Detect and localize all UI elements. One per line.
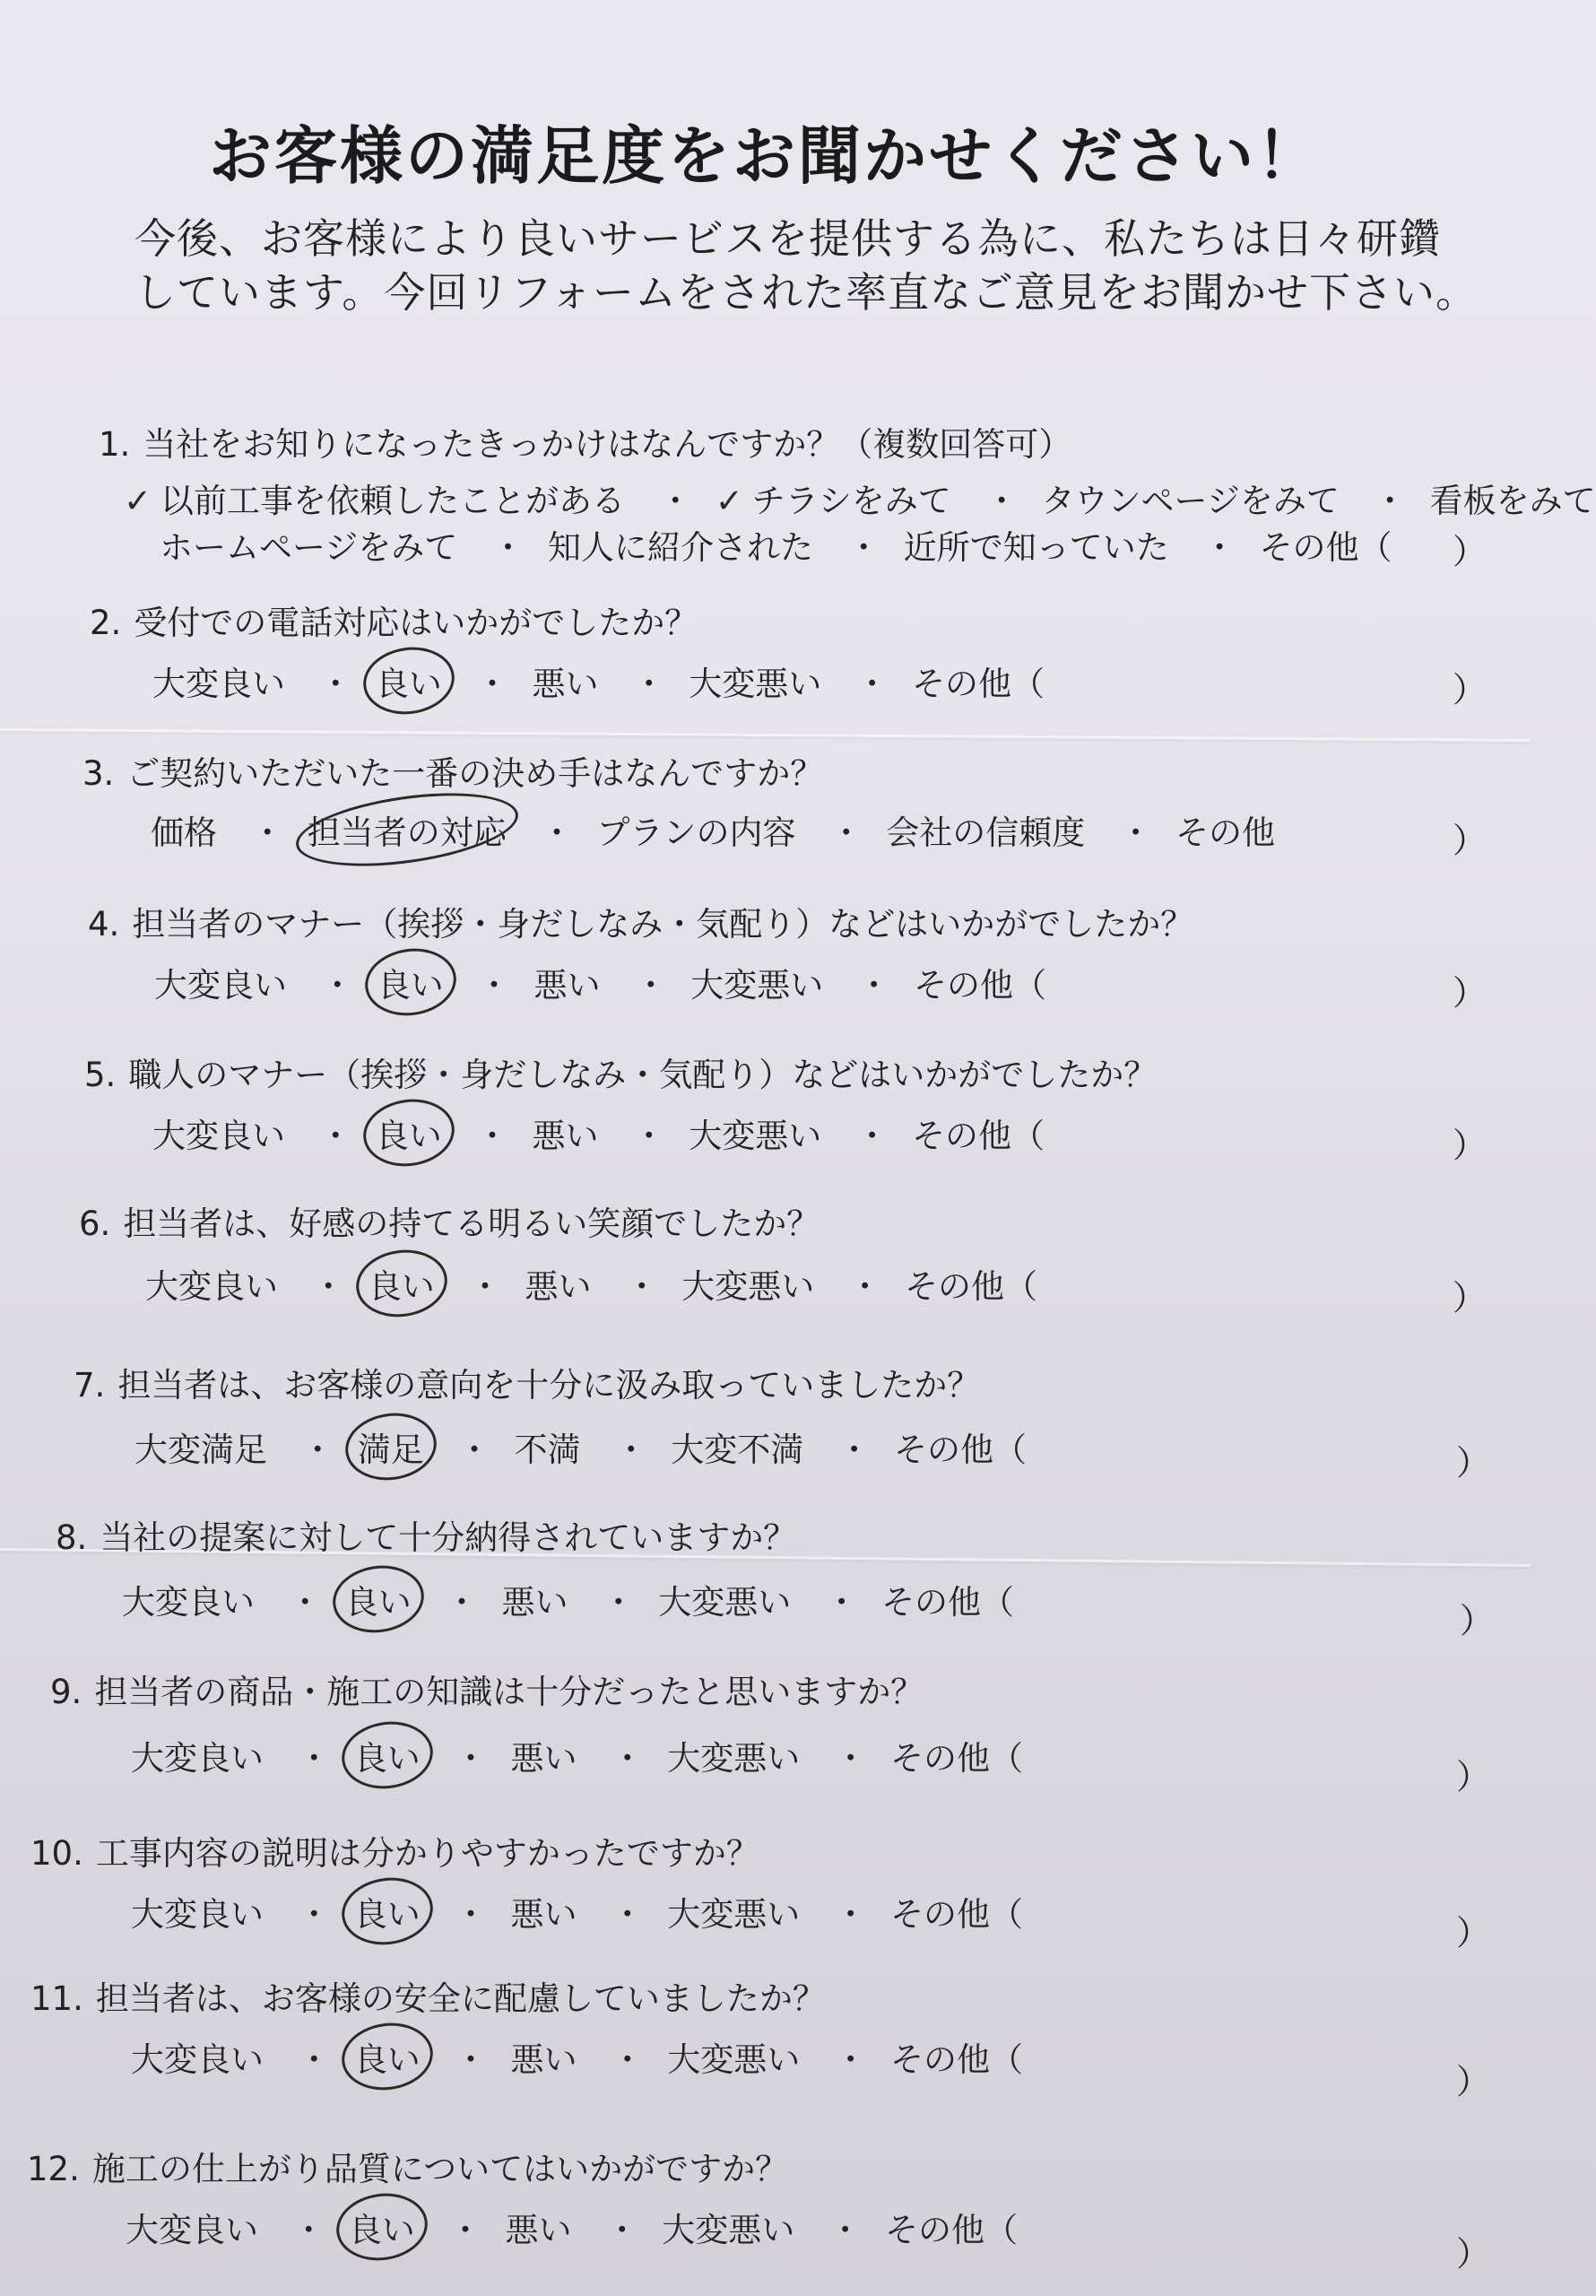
separator: ・ — [834, 1895, 868, 1934]
close-paren: ） — [1456, 1757, 1491, 1796]
close-paren: ） — [1456, 1913, 1491, 1952]
question-number: 9. — [50, 1673, 82, 1711]
option[interactable]: 悪い — [525, 1267, 592, 1306]
answer-row — [152, 1109, 1045, 1157]
option[interactable]: 悪い — [532, 665, 599, 703]
separator: ・ — [468, 1267, 502, 1306]
option-selected[interactable]: 良い — [349, 2203, 415, 2251]
option[interactable]: 大変悪い — [658, 1583, 792, 1622]
question-number: 5. — [84, 1056, 117, 1094]
separator: ・ — [611, 1739, 645, 1778]
option[interactable]: 大変不満 — [671, 1431, 804, 1469]
separator: ・ — [825, 1583, 859, 1622]
close-paren: ） — [1453, 1126, 1488, 1165]
separator: ・ — [454, 2040, 488, 2079]
answer-row — [152, 657, 1045, 705]
option[interactable]: 悪い — [505, 2211, 572, 2249]
question-8 — [56, 1510, 796, 1559]
separator: ・ — [829, 813, 863, 852]
intro-line: しています。今回リフォームをされた率直なご意見をお聞かせ下さい。 — [134, 268, 1479, 317]
separator: ・ — [834, 2040, 868, 2079]
separator: ・ — [297, 1895, 331, 1934]
question-text: 担当者の商品・施工の知識は十分だったと思いますか？ — [94, 1673, 924, 1711]
option[interactable]: 不満 — [514, 1431, 581, 1469]
option[interactable]: 大変良い — [126, 2211, 258, 2249]
option[interactable]: その他（ — [1259, 528, 1392, 567]
separator: ・ — [457, 1431, 491, 1469]
option[interactable]: 大変良い — [154, 966, 287, 1004]
answer-row — [131, 1731, 1023, 1779]
option[interactable]: 大変悪い — [667, 1895, 801, 1934]
option[interactable]: その他（ — [890, 1895, 1024, 1934]
option-selected[interactable]: 良い — [345, 1575, 412, 1623]
option-selected[interactable]: 良い — [354, 1887, 421, 1935]
question-10 — [30, 1826, 759, 1874]
separator: ・ — [1202, 528, 1236, 567]
separator: ・ — [318, 1117, 352, 1155]
option[interactable]: 大変良い — [131, 2040, 264, 2079]
question-number: 3. — [82, 754, 115, 793]
option[interactable]: その他 — [1175, 813, 1276, 852]
question-number: 4. — [88, 905, 120, 944]
answer-row — [151, 805, 1275, 854]
option[interactable]: その他（ — [914, 966, 1047, 1004]
option[interactable]: その他（ — [912, 1117, 1045, 1155]
paper-fold — [0, 728, 1531, 742]
option[interactable]: 悪い — [510, 1739, 577, 1778]
option[interactable]: 大変悪い — [662, 2211, 795, 2249]
question-5 — [84, 1048, 1157, 1096]
close-paren: ） — [1456, 2062, 1491, 2101]
question-3 — [82, 746, 823, 795]
close-paren: ） — [1453, 973, 1488, 1013]
question-number: 11. — [30, 1979, 83, 2018]
option[interactable]: プランの内容 — [596, 813, 796, 852]
separator: ・ — [857, 966, 891, 1004]
option[interactable]: 近所で知っていた — [903, 528, 1169, 567]
question-9 — [50, 1665, 924, 1713]
answer-row — [124, 474, 1596, 522]
option[interactable]: 知人に紹介された — [548, 528, 814, 567]
option[interactable]: 悪い — [510, 1895, 577, 1934]
question-text: 担当者は、お客様の安全に配慮していましたか？ — [95, 1979, 826, 2018]
separator: ・ — [605, 2211, 639, 2249]
question-text: 当社をお知りになったきっかけはなんですか？（複数回答可） — [143, 425, 1072, 464]
question-text: ご契約いただいた一番の決め手はなんですか？ — [126, 754, 824, 793]
separator: ・ — [634, 966, 668, 1004]
question-text: 担当者は、お客様の意向を十分に汲み取っていましたか？ — [117, 1366, 981, 1405]
option[interactable]: その他（ — [912, 665, 1045, 703]
answer-row — [154, 958, 1046, 1006]
separator: ・ — [475, 1117, 509, 1155]
question-text: 職人のマナー（挨拶・身だしなみ・気配り）などはいかがでしたか？ — [128, 1056, 1158, 1094]
answer-row — [122, 1575, 1014, 1623]
option[interactable]: 大変良い — [152, 1117, 285, 1155]
answer-row — [134, 1422, 1027, 1471]
separator: ・ — [632, 665, 666, 703]
close-paren: ） — [1456, 2234, 1491, 2274]
answer-row — [126, 2203, 1018, 2251]
question-11 — [30, 1971, 826, 2020]
close-paren: ） — [1453, 821, 1488, 860]
answer-row — [131, 2032, 1023, 2081]
close-paren: ） — [1460, 1601, 1495, 1640]
close-paren: ） — [1456, 1443, 1491, 1483]
option[interactable]: 大変良い — [131, 1895, 264, 1934]
check-mark-icon: ✓ — [124, 482, 152, 520]
separator: ・ — [611, 1895, 645, 1934]
separator: ・ — [855, 1117, 889, 1155]
separator: ・ — [846, 528, 880, 567]
option[interactable]: 悪い — [532, 1117, 599, 1155]
answer-row — [145, 1259, 1037, 1308]
separator: ・ — [855, 665, 889, 703]
option[interactable]: 大変良い — [145, 1267, 278, 1306]
separator: ・ — [837, 1431, 872, 1469]
option-selected[interactable]: 良い — [354, 1731, 421, 1779]
separator: ・ — [848, 1267, 882, 1306]
option[interactable]: 大変悪い — [667, 1739, 801, 1778]
option-selected[interactable]: 満足 — [358, 1422, 424, 1471]
option-selected[interactable]: 良い — [377, 958, 444, 1006]
question-12 — [27, 2142, 788, 2190]
question-6 — [79, 1196, 820, 1245]
question-text: 施工の仕上がり品質についてはいかがですか？ — [91, 2150, 789, 2188]
check-mark-icon: ✓ — [715, 482, 743, 520]
separator: ・ — [1119, 813, 1153, 852]
close-paren: ） — [1453, 670, 1488, 709]
option[interactable]: その他（ — [894, 1431, 1028, 1469]
separator: ・ — [611, 2040, 645, 2079]
question-text: 受付での電話対応はいかがでしたか？ — [134, 604, 698, 642]
option[interactable]: その他（ — [885, 2211, 1019, 2249]
option[interactable]: タウンページをみて — [1041, 482, 1340, 520]
option-selected[interactable]: 良い — [376, 657, 442, 705]
option[interactable]: 悪い — [533, 966, 601, 1004]
intro-text — [134, 212, 1479, 319]
option[interactable]: その他（ — [890, 2040, 1024, 2079]
option[interactable]: 大変良い — [152, 665, 285, 703]
separator: ・ — [834, 1739, 868, 1778]
option[interactable]: 大変悪い — [667, 2040, 801, 2079]
separator: ・ — [658, 482, 692, 520]
separator: ・ — [297, 2040, 331, 2079]
close-paren: ） — [1453, 1278, 1488, 1318]
option[interactable]: 大変悪い — [689, 665, 822, 703]
option[interactable]: 大変良い — [131, 1739, 264, 1778]
separator: ・ — [318, 665, 352, 703]
separator: ・ — [602, 1583, 636, 1622]
option[interactable]: 大変悪い — [690, 966, 824, 1004]
option[interactable]: 悪い — [501, 1583, 568, 1622]
option[interactable]: 価格 — [151, 813, 217, 852]
separator: ・ — [632, 1117, 666, 1155]
option[interactable]: その他（ — [890, 1739, 1024, 1778]
option-selected[interactable]: 良い — [354, 2032, 421, 2081]
question-1 — [99, 417, 1071, 465]
option[interactable]: チラシをみて — [751, 482, 951, 520]
separator: ・ — [454, 1895, 488, 1934]
separator: ・ — [297, 1739, 331, 1778]
question-text: 工事内容の説明は分かりやすかったですか？ — [95, 1834, 759, 1873]
option[interactable]: その他（ — [905, 1267, 1038, 1306]
option[interactable]: 看板をみて — [1429, 482, 1596, 520]
separator: ・ — [828, 2211, 863, 2249]
separator: ・ — [291, 2211, 325, 2249]
separator: ・ — [625, 1267, 659, 1306]
option[interactable]: 大変悪い — [681, 1267, 815, 1306]
question-text: 担当者は、好感の持てる明るい笑顔でしたか？ — [123, 1205, 820, 1243]
separator: ・ — [448, 2211, 482, 2249]
question-number: 12. — [27, 2150, 80, 2188]
option-selected[interactable]: 良い — [376, 1109, 442, 1157]
option[interactable]: 以前工事を依頼したことがある — [160, 482, 626, 520]
separator: ・ — [250, 813, 284, 852]
option[interactable]: 悪い — [510, 2040, 577, 2079]
question-text: 当社の提案に対して十分納得されていますか？ — [100, 1518, 797, 1557]
separator: ・ — [445, 1583, 479, 1622]
question-text: 担当者のマナー（挨拶・身だしなみ・気配り）などはいかがでしたか？ — [132, 905, 1194, 944]
question-number: 7. — [74, 1366, 106, 1405]
option[interactable]: 大変良い — [122, 1583, 255, 1622]
page-title: お客様の満足度をお聞かせください！ — [209, 119, 1322, 193]
question-number: 10. — [30, 1834, 83, 1873]
separator: ・ — [454, 1739, 488, 1778]
separator: ・ — [300, 1431, 334, 1469]
close-paren: ） — [1453, 532, 1488, 571]
option-selected[interactable]: 担当者の対応 — [308, 805, 507, 854]
option[interactable]: 大変満足 — [134, 1431, 267, 1469]
option[interactable]: 大変悪い — [689, 1117, 822, 1155]
question-number: 6. — [79, 1205, 111, 1243]
separator: ・ — [1373, 482, 1407, 520]
question-number: 1. — [99, 425, 131, 464]
separator: ・ — [614, 1431, 648, 1469]
option-selected[interactable]: 良い — [369, 1259, 435, 1308]
option[interactable]: その他（ — [881, 1583, 1015, 1622]
separator: ・ — [475, 665, 509, 703]
question-number: 2. — [90, 604, 122, 642]
question-7 — [74, 1358, 980, 1406]
separator: ・ — [311, 1267, 345, 1306]
separator: ・ — [984, 482, 1019, 520]
answer-row — [160, 520, 1392, 569]
separator: ・ — [491, 528, 525, 567]
separator: ・ — [288, 1583, 322, 1622]
intro-line: 今後、お客様により良いサービスを提供する為に、私たちは日々研鑽 — [134, 214, 1441, 263]
option[interactable]: 会社の信頼度 — [886, 813, 1086, 852]
separator: ・ — [320, 966, 354, 1004]
separator: ・ — [477, 966, 511, 1004]
question-4 — [88, 897, 1193, 945]
question-number: 8. — [56, 1518, 88, 1557]
answer-row — [131, 1887, 1023, 1935]
question-2 — [90, 596, 698, 644]
separator: ・ — [540, 813, 574, 852]
option[interactable]: ホームページをみて — [160, 528, 458, 567]
